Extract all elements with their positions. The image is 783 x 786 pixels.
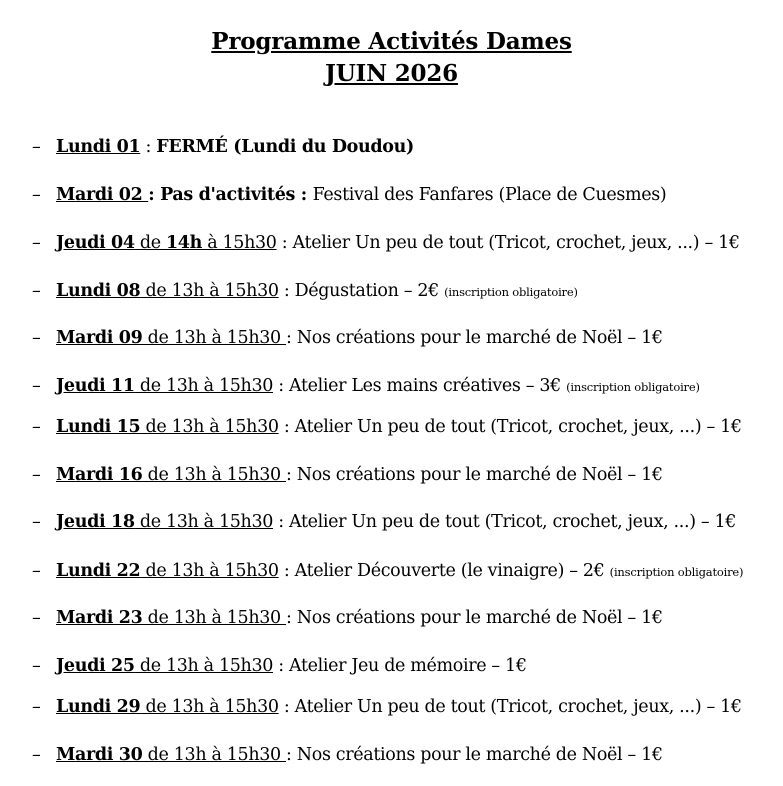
- list-dash: –: [32, 608, 41, 628]
- item-time: de 13h à 15h30: [140, 417, 279, 437]
- item-description: : Dégustation – 2€: [278, 281, 445, 301]
- list-dash: –: [32, 233, 41, 253]
- list-item: [32, 417, 742, 437]
- item-day: Jeudi 11: [56, 376, 135, 396]
- item-no-activity: Pas d'activités :: [160, 185, 313, 205]
- item-day: Jeudi 04: [56, 233, 135, 253]
- item-schedule: [56, 328, 286, 348]
- list-item: [32, 656, 527, 676]
- item-description: : Atelier Un peu de tout (Tricot, crochet, jeux, ...) – 1€: [273, 512, 737, 532]
- list-item: [32, 745, 663, 765]
- list-item: [32, 561, 743, 581]
- list-item: [32, 465, 663, 485]
- item-description: Festival des Fanfares (Place de Cuesmes): [312, 185, 667, 205]
- item-day: Mardi 09: [56, 328, 143, 348]
- item-description: : Nos créations pour le marché de Noël – 1€: [286, 328, 663, 348]
- item-time: de 13h à 15h30: [142, 328, 287, 348]
- list-dash: –: [32, 281, 41, 301]
- item-day: Mardi 30: [56, 745, 143, 765]
- item-time: de 13h à 15h30: [142, 465, 287, 485]
- list-item: [32, 281, 578, 301]
- item-schedule: [56, 745, 286, 765]
- item-day: Lundi 29: [56, 697, 141, 717]
- item-time-de: de: [134, 233, 166, 253]
- item-schedule: [56, 417, 279, 437]
- item-day: Jeudi 25: [56, 656, 135, 676]
- item-description: : Atelier Découverte (le vinaigre) – 2€: [278, 561, 610, 581]
- item-schedule: [56, 561, 279, 581]
- list-item: [32, 697, 742, 717]
- item-time-start: 14h: [165, 233, 202, 253]
- item-schedule: [56, 697, 279, 717]
- list-dash: –: [32, 328, 41, 348]
- item-separator: :: [148, 185, 161, 205]
- item-time: de 13h à 15h30: [134, 376, 274, 396]
- item-time: de 13h à 15h30: [140, 281, 279, 301]
- list-item: [32, 185, 666, 205]
- item-description: : Atelier Un peu de tout (Tricot, crochet, jeux, ...) – 1€: [276, 233, 740, 253]
- list-item: [32, 512, 736, 532]
- item-description: : Atelier Les mains créatives – 3€: [273, 376, 567, 396]
- item-description: : Nos créations pour le marché de Noël – 1€: [286, 608, 663, 628]
- list-item: [32, 376, 700, 396]
- item-time: de 13h à 15h30: [134, 656, 274, 676]
- item-time-end: à 15h30: [202, 233, 277, 253]
- item-schedule: [56, 281, 279, 301]
- item-day: Lundi 08: [56, 281, 141, 301]
- item-description: : Nos créations pour le marché de Noël – 1€: [286, 465, 663, 485]
- list-dash: –: [32, 561, 41, 581]
- list-dash: –: [32, 697, 41, 717]
- item-schedule: [56, 608, 286, 628]
- item-closed-text: FERMÉ (Lundi du Doudou): [156, 137, 414, 157]
- item-time: de 13h à 15h30: [142, 745, 287, 765]
- list-dash: –: [32, 465, 41, 485]
- list-dash: –: [32, 656, 41, 676]
- list-item: [32, 137, 414, 157]
- item-description: : Nos créations pour le marché de Noël – 1€: [286, 745, 663, 765]
- item-schedule: [56, 376, 273, 396]
- page-subtitle-month: JUIN 2026: [325, 60, 458, 87]
- item-time: de 13h à 15h30: [134, 512, 274, 532]
- item-day: Jeudi 18: [56, 512, 135, 532]
- item-schedule: [56, 465, 286, 485]
- item-note: (inscription obligatoire): [444, 285, 578, 299]
- item-schedule: [56, 512, 273, 532]
- item-time: de 13h à 15h30: [142, 608, 287, 628]
- page-title: Programme Activités Dames: [211, 28, 572, 55]
- item-description: : Atelier Jeu de mémoire – 1€: [273, 656, 527, 676]
- item-schedule: [56, 656, 273, 676]
- list-dash: –: [32, 417, 41, 437]
- item-day: Lundi 22: [56, 561, 141, 581]
- list-dash: –: [32, 137, 41, 157]
- item-note: (inscription obligatoire): [609, 565, 744, 579]
- item-description: : Atelier Un peu de tout (Tricot, crochet, jeux, ...) – 1€: [278, 697, 742, 717]
- list-dash: –: [32, 185, 41, 205]
- item-day: Mardi 02: [56, 185, 149, 205]
- item-description: : Atelier Un peu de tout (Tricot, crochet, jeux, ...) – 1€: [278, 417, 742, 437]
- item-day: Mardi 16: [56, 465, 143, 485]
- list-item: [32, 328, 663, 348]
- list-item: [32, 608, 663, 628]
- item-day: Lundi 15: [56, 417, 141, 437]
- list-dash: –: [32, 745, 41, 765]
- item-schedule: [56, 233, 277, 253]
- list-dash: –: [32, 376, 41, 396]
- item-note: (inscription obligatoire): [566, 380, 700, 394]
- list-item: [32, 233, 740, 253]
- item-day: Mardi 23: [56, 608, 143, 628]
- item-time: de 13h à 15h30: [140, 697, 279, 717]
- item-separator: :: [140, 137, 157, 157]
- list-dash: –: [32, 512, 41, 532]
- item-day: Lundi 01: [56, 137, 141, 157]
- item-time: de 13h à 15h30: [140, 561, 279, 581]
